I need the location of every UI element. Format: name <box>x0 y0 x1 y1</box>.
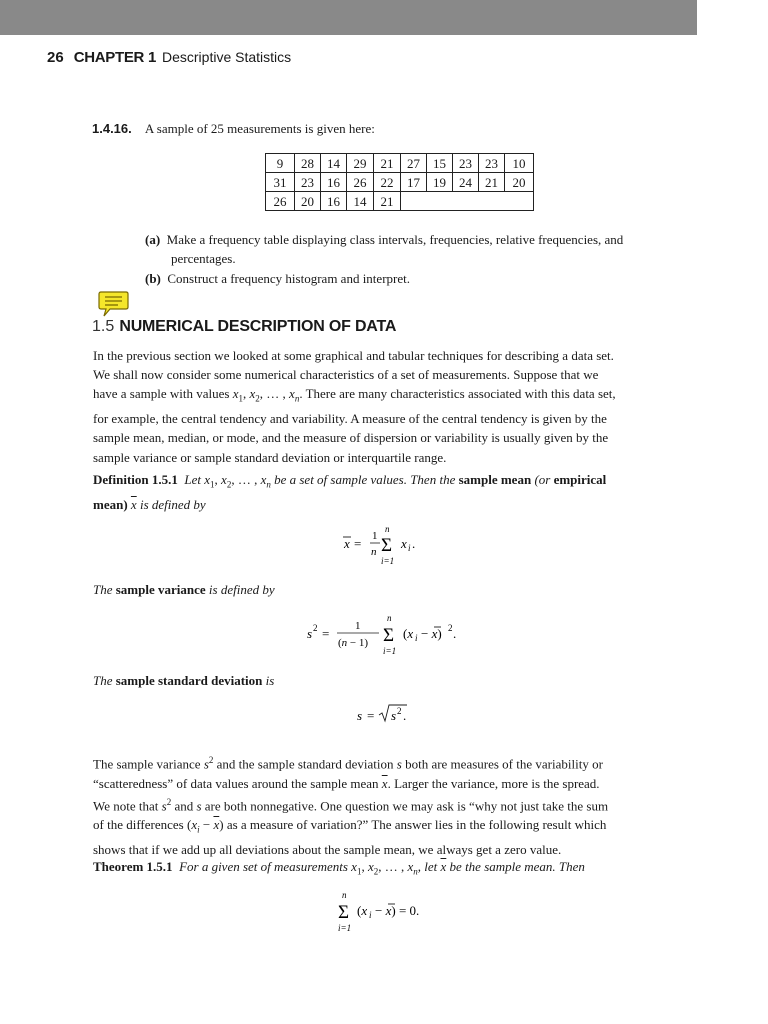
svg-text:=: = <box>367 708 375 723</box>
table-cell: 17 <box>401 173 427 192</box>
svg-text:=: = <box>354 536 362 551</box>
svg-text:n: n <box>387 613 392 623</box>
term: empirical <box>553 472 607 487</box>
intro-paragraph <box>93 346 673 467</box>
svg-text:i: i <box>369 910 372 920</box>
text-span: . There are many characteristics associated with this data set, <box>299 386 616 402</box>
text-span: (or <box>534 472 551 487</box>
variance-intro <box>93 580 275 599</box>
svg-text:n: n <box>385 524 390 534</box>
svg-text:1: 1 <box>355 620 361 632</box>
text-span: and the sample standard deviation <box>216 756 394 772</box>
table-cell: 16 <box>321 192 347 211</box>
table-cell: 9 <box>266 154 295 173</box>
svg-text:(x: (x <box>357 903 368 918</box>
table-cell: 24 <box>453 173 479 192</box>
part-text: Construct a frequency histogram and interpret. <box>167 271 410 286</box>
formula-sum-deviations <box>335 885 445 937</box>
text-line: shows that if we add up all deviations about the sample mean, we always get a zero value. <box>93 842 562 858</box>
theorem-label: Theorem 1.5.1 <box>93 859 173 874</box>
exercise-prompt: A sample of 25 measurements is given here: <box>144 121 375 136</box>
table-cell: 15 <box>427 154 453 173</box>
definition: Definition 1.5.1 Let $x_1$, $x_2$, … , $x_n$ be a set of sample values. Then the sample mean (or empirical mean) $\overline{x}$ is defined by <box>93 472 607 512</box>
text-span: . Larger the variance, more is the spread. <box>387 775 600 791</box>
part-label: (b) <box>145 271 161 286</box>
text-span: The <box>93 673 113 688</box>
text-span: The sample variance <box>93 756 201 772</box>
svg-text:.: . <box>453 626 457 641</box>
svg-text:x: x <box>401 536 407 551</box>
running-header <box>47 49 291 66</box>
svg-text:=: = <box>322 626 330 641</box>
text-span: have a sample with values <box>93 386 230 402</box>
text-line: for example, the central tendency and variability. A measure of the central tendency is given by the <box>93 411 607 427</box>
part-text-continued: percentages. <box>171 251 236 266</box>
table-cell: 20 <box>295 192 321 211</box>
text-span: and <box>174 798 194 814</box>
svg-text:i=1: i=1 <box>338 923 352 933</box>
term: mean) <box>93 496 128 512</box>
discussion-paragraph <box>93 751 673 859</box>
svg-text:− x): − x) <box>421 626 442 641</box>
table-cell: 21 <box>374 154 401 173</box>
page-number: 26 <box>47 49 64 66</box>
table-cell: 26 <box>266 192 295 211</box>
table-cell: 19 <box>427 173 453 192</box>
table-cell: 31 <box>266 173 295 192</box>
svg-text:1: 1 <box>372 530 378 542</box>
chapter-title: Descriptive Statistics <box>162 49 292 65</box>
section-heading <box>92 316 396 336</box>
svg-text:s: s <box>391 708 397 723</box>
table-row <box>266 173 534 192</box>
text-span: We note that <box>93 798 159 814</box>
text-span: are both nonnegative. One question we may ask is “why not just take the sum <box>204 798 609 814</box>
table-cell: 23 <box>295 173 321 192</box>
table-cell: 23 <box>479 154 505 173</box>
svg-text:i: i <box>415 633 418 643</box>
text-span: , let <box>417 859 438 874</box>
text-span: The <box>93 582 113 597</box>
sd-intro <box>93 671 274 690</box>
table-row <box>266 154 534 173</box>
svg-text:x: x <box>344 536 350 551</box>
text-line: In the previous section we looked at some graphical and tabular techniques for describing a data set. <box>93 348 614 363</box>
svg-text:n: n <box>342 890 347 900</box>
svg-text:n: n <box>371 546 377 558</box>
svg-text:2: 2 <box>448 623 453 633</box>
text-line: sample variance or sample standard deviation or interquartile range. <box>93 449 447 465</box>
definition-label: Definition 1.5.1 <box>93 472 178 487</box>
text-span: both are measures of the variability or <box>405 756 603 772</box>
svg-text:2: 2 <box>397 706 402 716</box>
term: sample variance <box>115 582 206 597</box>
svg-text:i=1: i=1 <box>383 646 397 656</box>
table-cell: 21 <box>479 173 505 192</box>
formula-sample-mean <box>330 520 450 570</box>
svg-text:.: . <box>412 536 416 551</box>
section-number: 1.5 <box>92 318 115 335</box>
svg-text:Σ: Σ <box>381 535 393 556</box>
text-span: is defined by <box>208 582 275 597</box>
formula-sample-sd <box>355 700 425 728</box>
table-cell: 21 <box>374 192 401 211</box>
text-span: For a given set of measurements <box>179 859 348 874</box>
table-cell: 14 <box>347 192 374 211</box>
svg-text:Σ: Σ <box>383 625 395 646</box>
text-line: have a sample with values $x_1$, $x_2$, … , $x_n$. There are many characteristics associated with this data set, <box>93 386 616 404</box>
table-cell: 29 <box>347 154 374 173</box>
text-span: is <box>265 673 275 688</box>
svg-text:.: . <box>403 708 407 723</box>
svg-text:(n − 1): (n − 1) <box>338 637 369 649</box>
svg-text:− x) = 0.: − x) = 0. <box>375 903 420 918</box>
text-line: “scatteredness” of data values around the sample mean $\overline{x}$. Larger the variance, more is the spread. <box>93 775 600 791</box>
text-span: be the sample mean. Then <box>449 859 585 874</box>
table-row <box>266 192 534 211</box>
exercise-number: 1.4.16. <box>92 121 132 136</box>
text-span: “scatteredness” of data values around the sample mean <box>93 775 379 791</box>
table-cell: 28 <box>295 154 321 173</box>
text-line: The sample variance $s^2$ and the sample standard deviation s both are measures of the variability or <box>93 755 603 772</box>
exercise-part-b <box>145 269 410 288</box>
text-span: Let <box>184 472 201 487</box>
part-label: (a) <box>145 232 161 247</box>
text-span: be a set of sample values. Then the <box>274 472 456 487</box>
table-empty-cell <box>401 192 534 211</box>
section-title: NUMERICAL DESCRIPTION OF DATA <box>119 318 397 335</box>
formula-sample-variance <box>305 608 475 660</box>
text-line: We shall now consider some numerical characteristics of a set of measurements. Suppose that we <box>93 367 599 383</box>
part-text: Make a frequency table displaying class intervals, frequencies, relative frequencies, and <box>166 232 624 247</box>
table-cell: 10 <box>505 154 534 173</box>
term: sample standard deviation <box>115 673 263 688</box>
exercise <box>92 118 375 138</box>
table-cell: 20 <box>505 173 534 192</box>
svg-text:Σ: Σ <box>338 902 350 923</box>
term: sample mean <box>458 472 532 487</box>
svg-text:(x: (x <box>403 626 414 641</box>
text-span: is defined by <box>139 496 206 512</box>
table-cell: 27 <box>401 154 427 173</box>
table-cell: 14 <box>321 154 347 173</box>
note-icon[interactable] <box>98 290 130 318</box>
table-cell: 22 <box>374 173 401 192</box>
chapter-label: CHAPTER 1 <box>73 49 156 66</box>
table-cell: 26 <box>347 173 374 192</box>
text-span: of the differences <box>93 817 184 833</box>
text-line: sample mean, median, or mode, and the measure of dispersion or variability is usually given by the <box>93 430 609 446</box>
theorem: Theorem 1.5.1 For a given set of measurements $x_1$, $x_2$, … , $x_n$, let $\overline{x}$ be the sample mean. Then <box>93 859 585 877</box>
text-line: We note that $s^2$ and s are both nonnegative. One question we may ask is “why not just take the sum <box>93 796 609 814</box>
svg-text:s: s <box>357 708 363 723</box>
exercise-part-a <box>145 230 675 268</box>
text-line: of the differences $(x_i - \overline{x})$ as a measure of variation?” The answer lies in the following result which <box>93 817 607 835</box>
svg-text:i=1: i=1 <box>381 556 395 566</box>
table-cell: 23 <box>453 154 479 173</box>
svg-text:2: 2 <box>313 623 318 633</box>
text-span: as a measure of variation?” The answer lies in the following result which <box>226 817 607 833</box>
svg-text:i: i <box>408 543 411 553</box>
data-table <box>265 153 534 211</box>
table-cell: 16 <box>321 173 347 192</box>
header-bar <box>0 0 697 35</box>
svg-text:s: s <box>307 626 313 641</box>
